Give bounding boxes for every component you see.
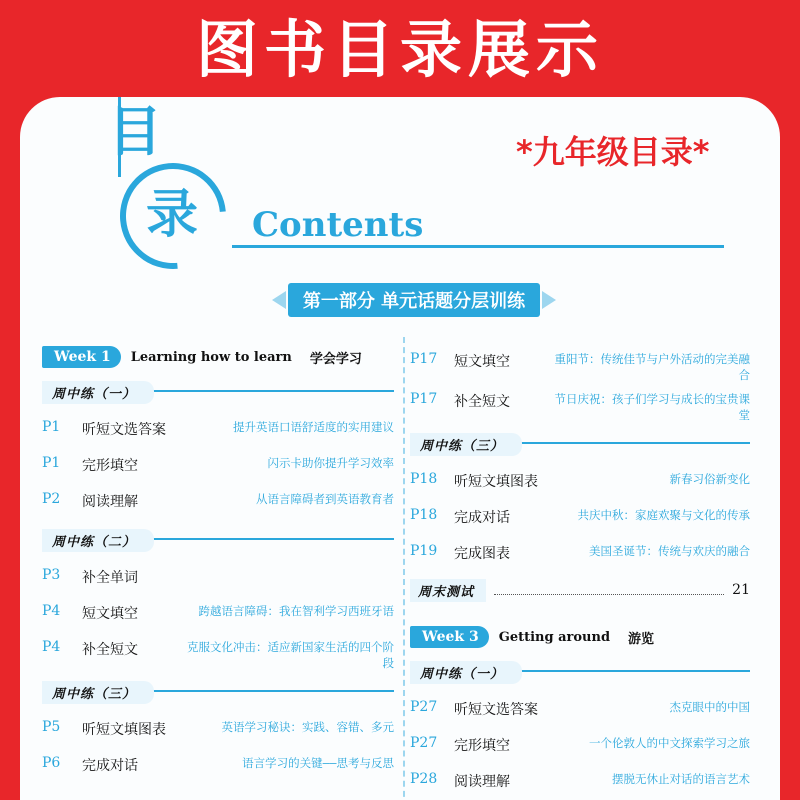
exercise-type: 听短文选答案 — [82, 422, 166, 438]
toc-entry[interactable] — [42, 411, 394, 447]
page-number: P27 — [410, 735, 438, 751]
page-number: P5 — [42, 719, 61, 735]
section-header — [410, 429, 750, 459]
exercise-topic: 英语学习秘诀：实践、容错、多元 — [221, 720, 394, 734]
toc-entry[interactable] — [42, 747, 394, 783]
leader-dots — [494, 585, 724, 595]
page-number: P18 — [410, 507, 438, 523]
section-header — [410, 657, 750, 687]
toc-entry[interactable] — [410, 727, 750, 763]
contents-underline — [232, 245, 724, 248]
part-title: 第一部分 单元话题分层训练 — [302, 291, 526, 312]
page-number: P17 — [410, 391, 438, 407]
exercise-topic: 克服文化冲击：适应新国家生活的四个阶段 — [187, 640, 394, 670]
exercise-type: 听短文填图表 — [454, 474, 538, 490]
exercise-topic: 共庆中秋：家庭欢聚与文化的传承 — [577, 508, 750, 522]
exercise-topic: 从语言障碍者到英语教育者 — [256, 492, 394, 506]
toc-entry[interactable] — [410, 535, 750, 571]
exercise-topic: 提升英语口语舒适度的实用建议 — [233, 420, 394, 434]
page-number: P1 — [42, 419, 61, 435]
section-header — [42, 677, 394, 707]
exercise-type: 完形填空 — [454, 738, 510, 754]
page-number: P4 — [42, 603, 61, 619]
toc-entry[interactable] — [42, 483, 394, 519]
exercise-type: 补全短文 — [82, 642, 138, 658]
exercise-type: 短文填空 — [454, 354, 510, 370]
right-column — [410, 343, 750, 799]
toc-entry[interactable] — [410, 691, 750, 727]
toc-page — [20, 97, 780, 800]
section-label: 周中练（一） — [410, 661, 522, 684]
page-number: P1 — [42, 455, 61, 471]
exercise-topic: 新春习俗新变化 — [669, 472, 750, 486]
exercise-topic: 闪示卡助你提升学习效率 — [267, 456, 394, 470]
contents-heading: Contents — [252, 205, 424, 245]
week-header — [410, 623, 750, 651]
page-number: 21 — [732, 582, 750, 598]
toc-entry[interactable] — [42, 631, 394, 671]
exercise-type: 完形填空 — [82, 458, 138, 474]
grade-label: *九年级目录* — [516, 133, 710, 171]
part-banner-left-decor — [272, 291, 286, 309]
left-column — [42, 343, 394, 783]
test-label: 周末测试 — [410, 579, 486, 602]
page-number: P17 — [410, 351, 438, 367]
page-number: P6 — [42, 755, 61, 771]
section-label: 周中练（三） — [410, 433, 522, 456]
exercise-type: 听短文填图表 — [82, 722, 166, 738]
section-label: 周中练（三） — [42, 681, 154, 704]
page-number: P3 — [42, 567, 61, 583]
exercise-type: 完成对话 — [454, 510, 510, 526]
page-number: P27 — [410, 699, 438, 715]
exercise-topic: 跨越语言障碍：我在智利学习西班牙语 — [198, 604, 394, 618]
exercise-type: 补全单词 — [82, 570, 138, 586]
section-label: 周中练（一） — [42, 381, 154, 404]
exercise-type: 阅读理解 — [454, 774, 510, 790]
exercise-topic: 重阳节：传统佳节与户外活动的完美融合 — [554, 352, 750, 382]
toc-entry[interactable] — [410, 763, 750, 799]
top-banner — [0, 0, 800, 88]
exercise-type: 阅读理解 — [82, 494, 138, 510]
weekend-test-entry[interactable] — [410, 575, 750, 605]
page-number: P19 — [410, 543, 438, 559]
toc-entry[interactable] — [42, 595, 394, 631]
section-header — [42, 525, 394, 555]
title-char-lu: 录 — [146, 185, 199, 245]
column-divider — [403, 337, 405, 800]
exercise-topic: 一个伦敦人的中文探索学习之旅 — [589, 736, 750, 750]
toc-entry[interactable] — [42, 447, 394, 483]
exercise-type: 补全短文 — [454, 394, 510, 410]
page-number: P18 — [410, 471, 438, 487]
week-tag: Week 1 — [42, 346, 121, 368]
page-number: P4 — [42, 639, 61, 655]
week-title: Learning how to learn — [130, 349, 292, 365]
toc-entry[interactable] — [410, 499, 750, 535]
week-header — [42, 343, 394, 371]
week-title-cn: 游览 — [628, 631, 655, 647]
toc-entry[interactable] — [410, 383, 750, 423]
week-tag: Week 3 — [410, 626, 489, 648]
exercise-topic: 美国圣诞节：传统与欢庆的融合 — [589, 544, 750, 558]
page-number: P28 — [410, 771, 438, 787]
week-title: Getting around — [498, 629, 611, 645]
week-title-cn: 学会学习 — [309, 351, 362, 367]
toc-entry[interactable] — [410, 463, 750, 499]
exercise-type: 完成图表 — [454, 546, 510, 562]
exercise-type: 完成对话 — [82, 758, 138, 774]
title-char-mu: 目 — [108, 100, 162, 163]
section-header — [42, 377, 394, 407]
toc-entry[interactable] — [42, 711, 394, 747]
section-label: 周中练（二） — [42, 529, 154, 552]
part-banner-right-decor — [542, 291, 556, 309]
exercise-topic: 节日庆祝：孩子们学习与成长的宝贵课堂 — [554, 392, 750, 422]
exercise-topic: 杰克眼中的中国 — [669, 700, 750, 714]
toc-entry[interactable] — [410, 343, 750, 383]
page-number: P2 — [42, 491, 61, 507]
exercise-type: 短文填空 — [82, 606, 138, 622]
part-banner — [288, 283, 540, 317]
banner-title: 图书目录展示 — [195, 12, 604, 86]
exercise-topic: 语言学习的关键——思考与反思 — [242, 756, 394, 770]
toc-entry[interactable] — [42, 559, 394, 595]
exercise-topic: 摆脱无休止对话的语言艺术 — [612, 772, 750, 786]
exercise-type: 听短文选答案 — [454, 702, 538, 718]
